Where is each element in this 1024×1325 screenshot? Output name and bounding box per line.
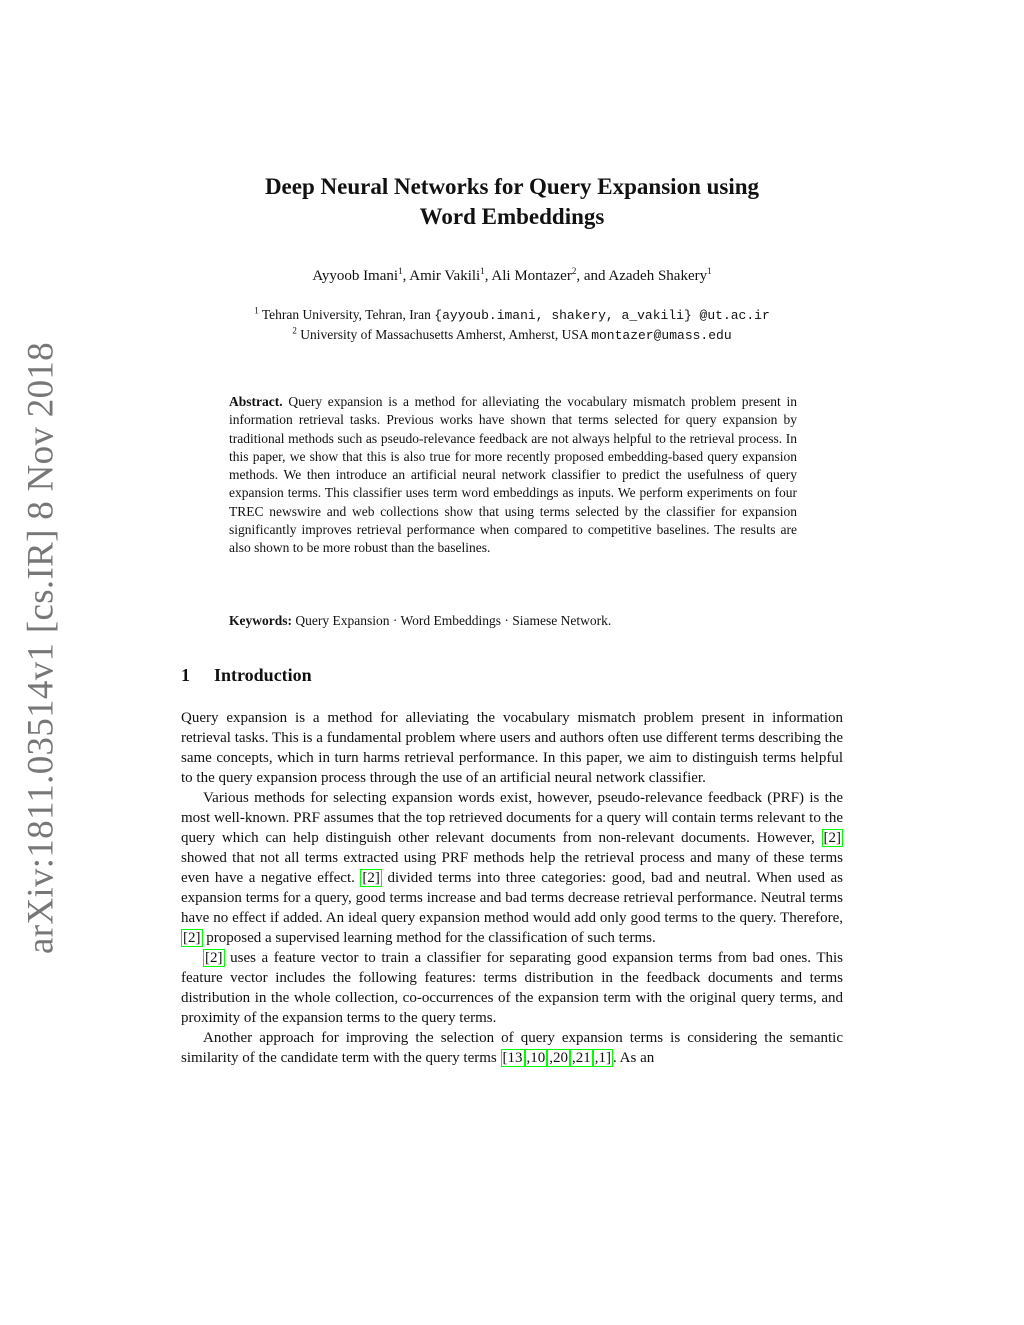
paragraph-1: Query expansion is a method for alleviating the vocabulary mismatch problem present in information retrieval tasks. This is a fundamental problem where users and authors often use different terms describing the same concepts, which in turn harms retrieval performance. In this paper, we aim to distinguish terms helpful to the query expansion process through the use of an artificial neural network classifier. [181, 710, 843, 786]
citation-link[interactable]: [2] [823, 830, 841, 846]
text-span: proposed a supervised learning method for the classification of such terms. [202, 930, 656, 946]
citation-link[interactable]: [2] [205, 950, 223, 966]
citation-link[interactable]: [13 [502, 1050, 523, 1066]
author-affil: 1 [707, 266, 712, 276]
citation-link[interactable]: ,1] [594, 1050, 611, 1066]
body-text [181, 708, 843, 1068]
abstract-text: Query expansion is a method for alleviating the vocabulary mismatch problem present in information retrieval tasks. Previous works have shown that terms selected for query expansion by traditional methods such as pseudo-relevance feedback are not always helpful to the retrieval process. In this paper, we show that this is also true for more recently proposed embedding-based query expansion methods. We then introduce an artificial neural network classifier to predict the usefulness of query expansion terms. This classifier uses term word embeddings as inputs. We perform experiments on four TREC newswire and web collections show that using terms selected by the classifier for expansion significantly improves retrieval performance when compared to competitive baselines. The results are also shown to be more robust than the baselines. [229, 394, 797, 556]
citation-link[interactable]: ,20 [549, 1050, 568, 1066]
text-span: . As an [613, 1050, 655, 1066]
author-affil: 1 [480, 266, 485, 276]
separator: , [576, 268, 584, 284]
text-span: Various methods for selecting expansion words exist, however, pseudo-relevance feedback (PRF) is the most well-known. PRF assumes that the top retrieved documents for a query will contain terms relevant to the query which can help distinguish other relevant documents from non-relevant documents. However, [181, 790, 843, 846]
affiliations [150, 305, 874, 345]
affil-text: University of Massachusetts Amherst, Amherst, USA [300, 327, 592, 342]
keywords [229, 613, 797, 629]
paper-title [150, 172, 874, 232]
section-number: 1 [181, 665, 190, 685]
separator: , [402, 268, 410, 284]
citation-link[interactable]: ,21 [572, 1050, 591, 1066]
text-span: showed that not all terms extracted using PRF methods help the retrieval process and many of these terms even have a negative effect. [181, 850, 843, 886]
author-affil: 2 [571, 266, 577, 276]
title-line-2: Word Embeddings [419, 204, 605, 229]
author: Amir Vakili [409, 268, 481, 284]
arxiv-sidebar [2, 341, 80, 954]
citation-link[interactable]: [2] [183, 930, 201, 946]
author-affil: 1 [398, 266, 403, 276]
and-word: and [583, 268, 609, 284]
abstract [229, 393, 797, 558]
affil-text: Tehran University, Tehran, Iran [261, 307, 435, 322]
title-line-1: Deep Neural Networks for Query Expansion using [264, 174, 760, 199]
keywords-label: Keywords: [229, 613, 292, 628]
separator: , [484, 268, 492, 284]
author: Ali Montazer [491, 268, 572, 284]
affiliation-1 [150, 305, 874, 325]
text-span: divided terms into three categories: good, bad and neutral. When used as expansion terms for a query, good terms increase and bad terms decrease retrieval performance. Neutral terms have no effect if added. An ideal query expansion method would add only good terms to the query. Therefore, [181, 870, 843, 926]
author-list [150, 268, 874, 285]
affiliation-2 [150, 325, 874, 345]
section-title: Introduction [214, 665, 312, 685]
affil-num: 1 [254, 305, 259, 316]
author: Azadeh Shakery [608, 268, 708, 284]
arxiv-id: arXiv:1811.03514v1 [cs.IR] 8 Nov 2018 [20, 341, 62, 954]
paragraph-3 [181, 948, 843, 1028]
citation-link[interactable]: ,10 [526, 1050, 546, 1066]
affil-num: 2 [292, 325, 297, 336]
keywords-text: Query Expansion · Word Embeddings · Siamese Network. [292, 613, 612, 628]
paragraph-2 [181, 788, 843, 948]
paragraph-4 [181, 1028, 843, 1068]
citation-link[interactable]: [2] [362, 870, 380, 886]
affil-email[interactable]: montazer@umass.edu [591, 328, 732, 343]
author: Ayyoob Imani [312, 268, 399, 284]
abstract-label: Abstract. [229, 394, 283, 409]
text-span: uses a feature vector to train a classifier for separating good expansion terms from bad ones. This feature vector includes the following features: terms distribution in the feedback documents and terms distribution in the whole collection, co-occurrences of the expansion term with the original query terms, and proximity of the expansion terms to the query terms. [181, 950, 843, 1026]
section-heading [181, 665, 312, 686]
affil-email[interactable]: {ayyoub.imani, shakery, a_vakili} @ut.ac.ir [434, 308, 770, 323]
text-span: Another approach for improving the selection of query expansion terms is considering the semantic similarity of the candidate term with the query terms [181, 1030, 843, 1066]
